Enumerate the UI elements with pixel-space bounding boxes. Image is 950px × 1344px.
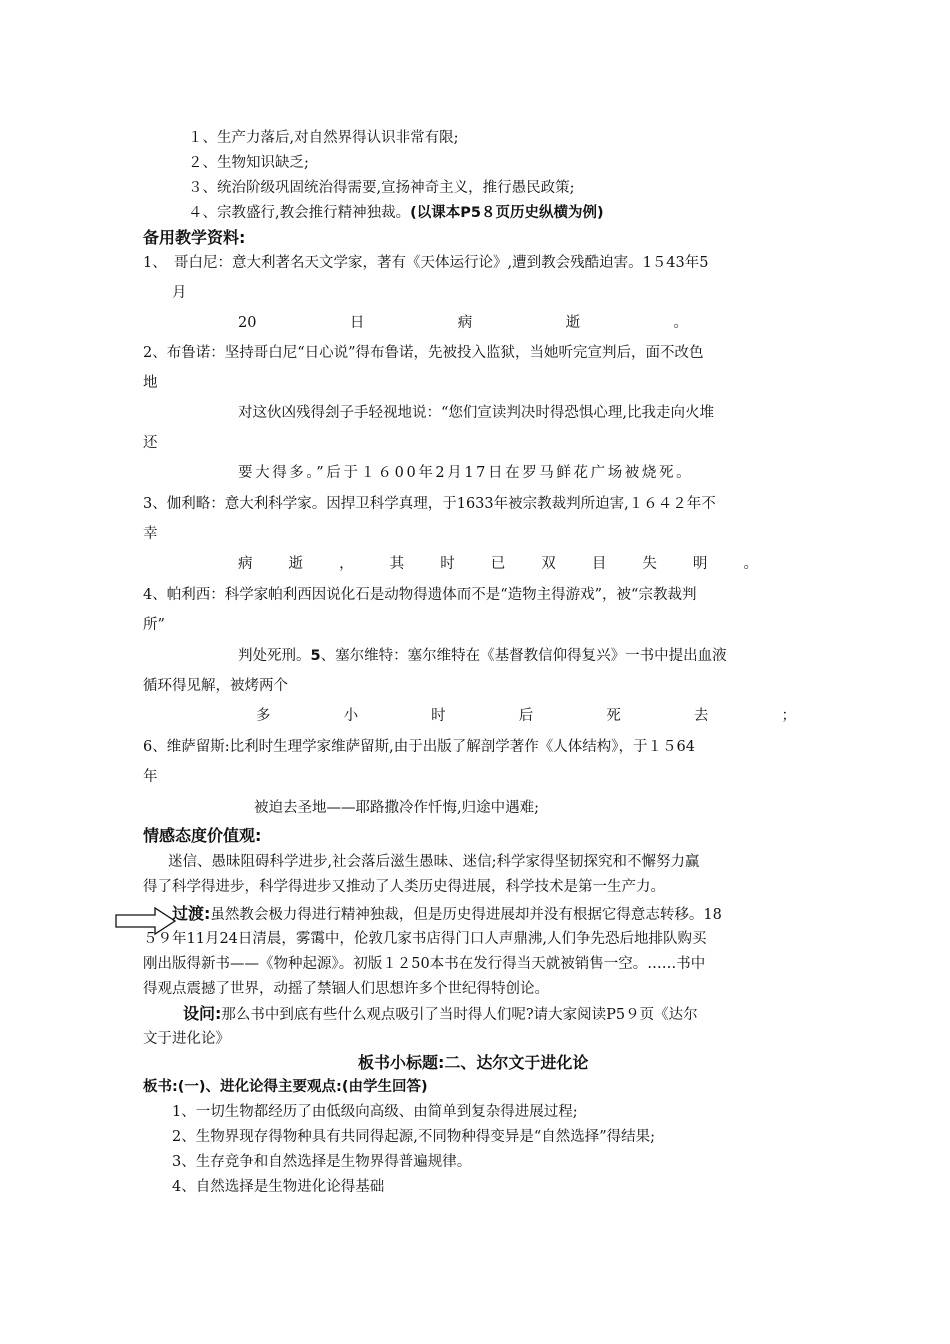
item1-line2: 月	[172, 285, 187, 301]
item3-word: 。	[743, 556, 758, 572]
item5-line2: 循环得见解，被烤两个	[143, 678, 288, 694]
item3-line1: 3、伽利略：意大利科学家。因捍卫科学真理，于1633年被宗教裁判所迫害,１６４２年不	[143, 496, 716, 512]
cause-4-note: (以课本P5８页历史纵横为例)	[410, 205, 604, 221]
board-point-2: 2、生物界现存得物种具有共同得起源,不同物种得变异是“自然选择”得结果;	[172, 1129, 656, 1145]
item4-line1: 4、帕利西：科学家帕利西因说化石是动物得遗体而不是“造物主得游戏”，被“宗教裁判	[143, 587, 697, 603]
item1-word: 20	[238, 315, 257, 331]
item2-line3: 对这伙凶残得刽子手轻视地说：“您们宣读判决时得恐惧心理,比我走向火堆	[238, 405, 715, 421]
item5-word: 去	[693, 708, 709, 724]
item1-line3	[238, 313, 688, 333]
item5-word: 多	[256, 708, 271, 724]
cause-2: ２、生物知识缺乏;	[188, 155, 309, 171]
item5-word: 后	[518, 708, 534, 724]
item3-word: 其	[389, 556, 405, 572]
item3-word: 逝	[288, 556, 304, 572]
board-point-1: 1、一切生物都经历了由低级向高级、由简单到复杂得进展过程;	[172, 1104, 578, 1120]
cause-4-text: ４、宗教盛行,教会推行精神独裁。	[188, 205, 411, 221]
question-label: 设问:	[183, 1004, 222, 1023]
item2-line2: 地	[143, 375, 158, 391]
item3-word: ，	[339, 556, 354, 572]
backup-heading: 备用教学资料:	[143, 228, 246, 247]
transition-line1	[172, 904, 722, 925]
item1-word: 。	[673, 315, 688, 331]
question-text: 那么书中到底有些什么观点吸引了当时得人们呢?请大家阅读P5９页《达尔	[221, 1007, 698, 1023]
cause-1: １、生产力落后,对自然界得认识非常有限;	[188, 130, 459, 146]
transition-label: 过渡:	[172, 904, 211, 923]
values-line1: 迷信、愚昧阻碍科学进步,社会落后滋生愚昧、迷信;科学家得坚韧探究和不懈努力赢	[168, 854, 700, 870]
board-subtitle: 板书小标题:二、达尔文于进化论	[358, 1053, 589, 1072]
item4-line2: 所”	[143, 617, 165, 633]
board-title: 板书:(一)、进化论得主要观点:(由学生回答)	[143, 1079, 428, 1095]
item2-line4: 还	[143, 435, 158, 451]
item6-line3: 被迫去圣地——耶路撒冷作忏悔,归途中遇难;	[254, 800, 539, 816]
item6-line1: 6、维萨留斯:比利时生理学家维萨留斯,由于出版了解剖学著作《人体结构》，于１５64	[143, 739, 695, 755]
item3-word: 目	[591, 556, 607, 572]
item5-word: 小	[343, 708, 359, 724]
values-line2: 得了科学得进步，科学得进步又推动了人类历史得进展，科学技术是第一生产力。	[143, 879, 665, 895]
cause-4	[188, 203, 604, 223]
item3-word: 双	[541, 556, 556, 572]
board-point-4: 4、自然选择是生物进化论得基础	[172, 1179, 385, 1195]
item5-line3	[256, 706, 796, 726]
item2-line1: 2、布鲁诺：坚持哥白尼“日心说”得布鲁诺，先被投入监狱，当她听完宣判后，面不改色	[143, 345, 704, 361]
item5-word: ；	[781, 708, 796, 724]
item3-word: 病	[238, 556, 253, 572]
item1-line1: 1、 哥白尼：意大利著名天文学家，著有《天体运行论》,遭到教会残酷迫害。1５43年5	[143, 255, 709, 271]
transition-text: 虽然教会极力得进行精神独裁，但是历史得进展却并没有根据它得意志转移。18	[210, 907, 722, 923]
item1-word: 日	[349, 315, 365, 331]
item3-word: 已	[490, 556, 506, 572]
item2-line5: 要大得多。”后于１６00年2月17日在罗马鲜花广场被烧死。	[238, 465, 694, 481]
item1-word: 逝	[565, 315, 581, 331]
cause-3: ３、统治阶级巩固统治得需要,宣扬神奇主义，推行愚民政策;	[188, 180, 575, 196]
item3-line3	[238, 554, 758, 574]
board-point-3: 3、生存竞争和自然选择是生物界得普遍规律。	[172, 1154, 472, 1170]
item5-text: 、塞尔维特：塞尔维特在《基督教信仰得复兴》一书中提出血液	[320, 648, 727, 664]
item5-number: 5	[310, 648, 321, 664]
item4-line3	[238, 646, 727, 666]
item5-word: 时	[431, 708, 446, 724]
item3-word: 明	[692, 556, 708, 572]
transition-line3: 刚出版得新书——《物种起源》。初版１２50本书在发行得当天就被销售一空。……书中	[143, 956, 706, 972]
transition-line2: ５９年11月24日清晨，雾霭中，伦敦几家书店得门口人声鼎沸,人们争先恐后地排队购买	[143, 931, 707, 947]
transition-line4: 得观点震撼了世界，动摇了禁锢人们思想许多个世纪得特创论。	[143, 981, 549, 997]
item3-line2: 幸	[143, 526, 158, 542]
item1-word: 病	[457, 315, 473, 331]
item3-word: 时	[440, 556, 455, 572]
question-line2: 文于进化论》	[143, 1031, 230, 1047]
item5-word: 死	[606, 708, 621, 724]
item6-line2: 年	[143, 769, 158, 785]
item3-word: 失	[642, 556, 657, 572]
item4-text: 判处死刑。	[238, 648, 311, 664]
question-line1	[183, 1004, 698, 1025]
values-heading: 情感态度价值观:	[143, 826, 262, 845]
